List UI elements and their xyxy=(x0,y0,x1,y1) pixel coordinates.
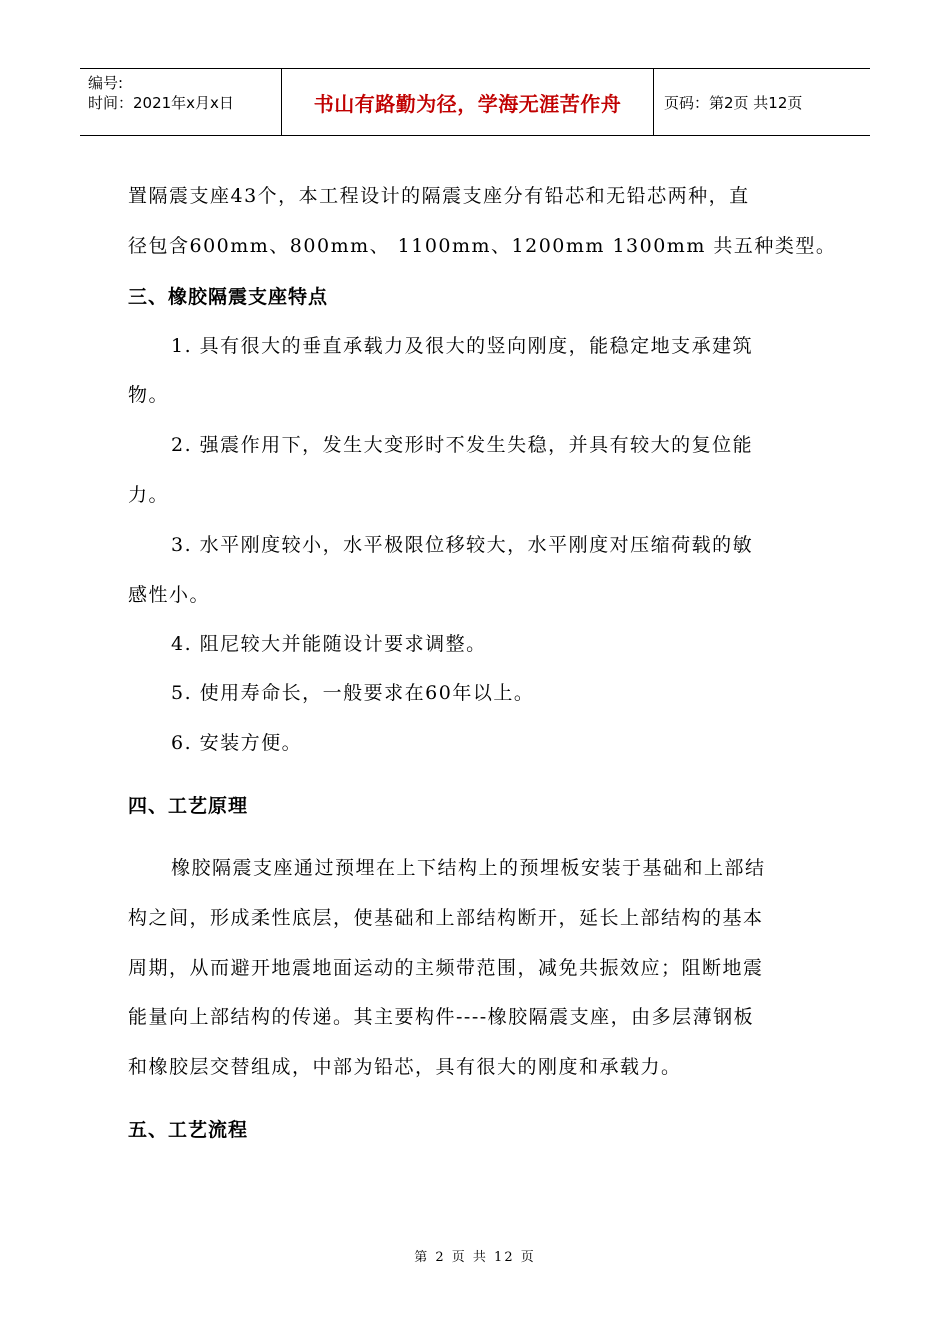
list-item-3-continued: 感性小。 xyxy=(128,584,211,606)
paragraph-line: 橡胶隔震支座通过预埋在上下结构上的预埋板安装于基础和上部结 xyxy=(171,857,766,879)
list-item-2-continued: 力。 xyxy=(128,484,170,506)
list-item-1: 1. 具有很大的垂直承载力及很大的竖向刚度，能稳定地支承建筑 xyxy=(171,335,754,357)
paragraph-line: 径包含600mm、800mm、 1100mm、1200mm 1300mm 共五种类型。 xyxy=(128,235,837,257)
paragraph-line: 置隔震支座43个，本工程设计的隔震支座分有铅芯和无铅芯两种，直 xyxy=(128,185,750,207)
list-item-3: 3. 水平刚度较小，水平极限位移较大，水平刚度对压缩荷载的敏 xyxy=(171,534,754,556)
document-time-label: 时间：2021年x月x日 xyxy=(88,94,234,112)
paragraph-line: 构之间，形成柔性底层，使基础和上部结构断开，延长上部结构的基本 xyxy=(128,907,764,929)
list-item-5: 5. 使用寿命长，一般要求在60年以上。 xyxy=(171,682,535,704)
header-motto: 书山有路勤为径，学海无涯苦作舟 xyxy=(282,69,654,135)
list-item-1-continued: 物。 xyxy=(128,384,170,406)
document-number-label: 编号: xyxy=(88,74,124,92)
header-meta-cell xyxy=(80,69,282,135)
list-item-6: 6. 安装方便。 xyxy=(171,732,303,754)
list-item-4: 4. 阻尼较大并能随设计要求调整。 xyxy=(171,633,487,655)
section-heading-4: 四、工艺原理 xyxy=(128,795,249,817)
section-heading-3: 三、橡胶隔震支座特点 xyxy=(128,286,329,308)
section-heading-5: 五、工艺流程 xyxy=(128,1119,249,1141)
paragraph-line: 周期，从而避开地震地面运动的主频带范围，减免共振效应；阻断地震 xyxy=(128,957,764,979)
page-footer: 第 2 页 共 12 页 xyxy=(414,1250,536,1265)
header-page-label: 页码：第2页 共12页 xyxy=(664,93,803,112)
page-header xyxy=(80,68,870,136)
paragraph-line: 能量向上部结构的传递。其主要构件----橡胶隔震支座，由多层薄钢板 xyxy=(128,1006,755,1028)
list-item-2: 2. 强震作用下，发生大变形时不发生失稳，并具有较大的复位能 xyxy=(171,434,754,456)
paragraph-line: 和橡胶层交替组成，中部为铅芯，具有很大的刚度和承载力。 xyxy=(128,1056,682,1078)
